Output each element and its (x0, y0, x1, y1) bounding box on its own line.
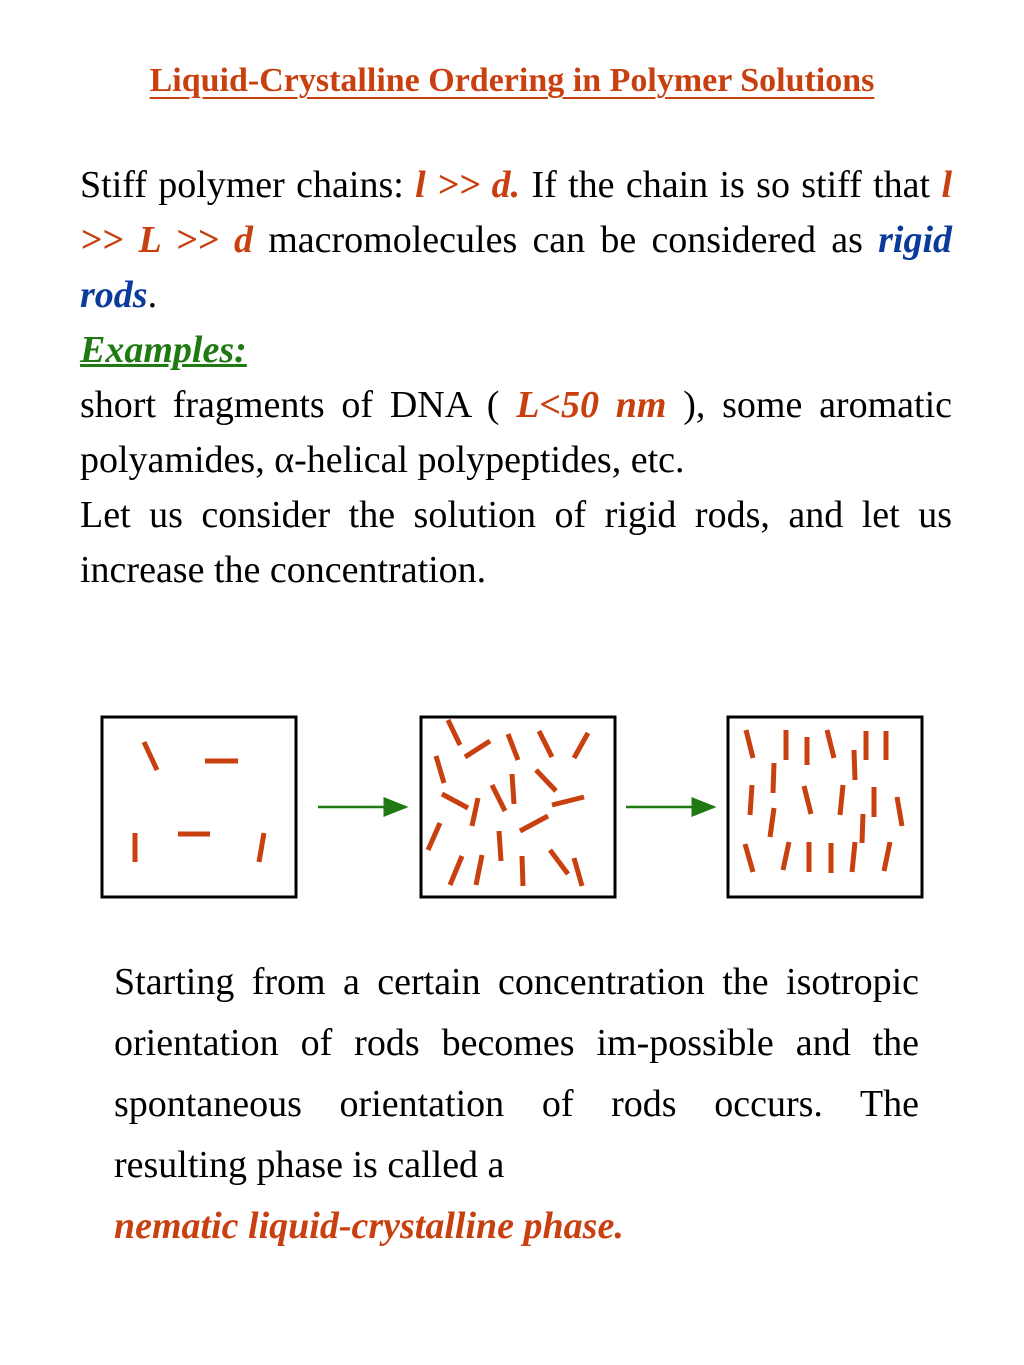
rods-dilute (135, 742, 264, 862)
text-run: . (147, 274, 158, 316)
rod-ordering-diagram (0, 700, 1024, 910)
examples-label: Examples (80, 329, 235, 371)
page-title: Liquid-Crystalline Ordering in Polymer Solutions (149, 62, 875, 99)
nematic-description (114, 952, 919, 1257)
formula-L-50nm: L<50 nm (516, 384, 667, 426)
term-rigid-rods: rigid rods (80, 219, 953, 316)
intro-text (80, 158, 952, 598)
examples-heading (80, 323, 952, 378)
text-run: macromolecules can be considered as (253, 219, 879, 261)
paragraph-consider: Let us consider the solution of rigid rods, and let us increase the concentration. (80, 494, 952, 591)
box-isotropic-concentrated (421, 717, 615, 897)
term-nematic-phase: nematic liquid-crystalline phase. (114, 1205, 624, 1247)
text-run: short fragments of DNA ( (80, 384, 517, 426)
paragraph-nematic (114, 952, 919, 1257)
box-nematic (728, 717, 922, 897)
box-isotropic-dilute (102, 717, 296, 897)
paragraph-stiff-chains (80, 158, 952, 323)
paragraph-examples (80, 378, 952, 488)
rods-concentrated (428, 720, 588, 886)
examples-colon: : (234, 329, 247, 371)
text-run: ), some aromatic polyamides, α-helical polypeptides, etc. (80, 384, 952, 481)
formula-l-L-d: l >> L >> d (80, 164, 952, 261)
text-run: If the chain is so stiff that (520, 164, 942, 206)
formula-l-d: l >> d. (415, 164, 521, 206)
text-run: Starting from a certain concentration the isotropic orientation of rods becomes im-possible and the spontaneous orientation of rods occurs. The resulting phase is called a (114, 961, 919, 1186)
rods-nematic (745, 730, 902, 873)
text-run: Stiff polymer chains: (80, 164, 416, 206)
